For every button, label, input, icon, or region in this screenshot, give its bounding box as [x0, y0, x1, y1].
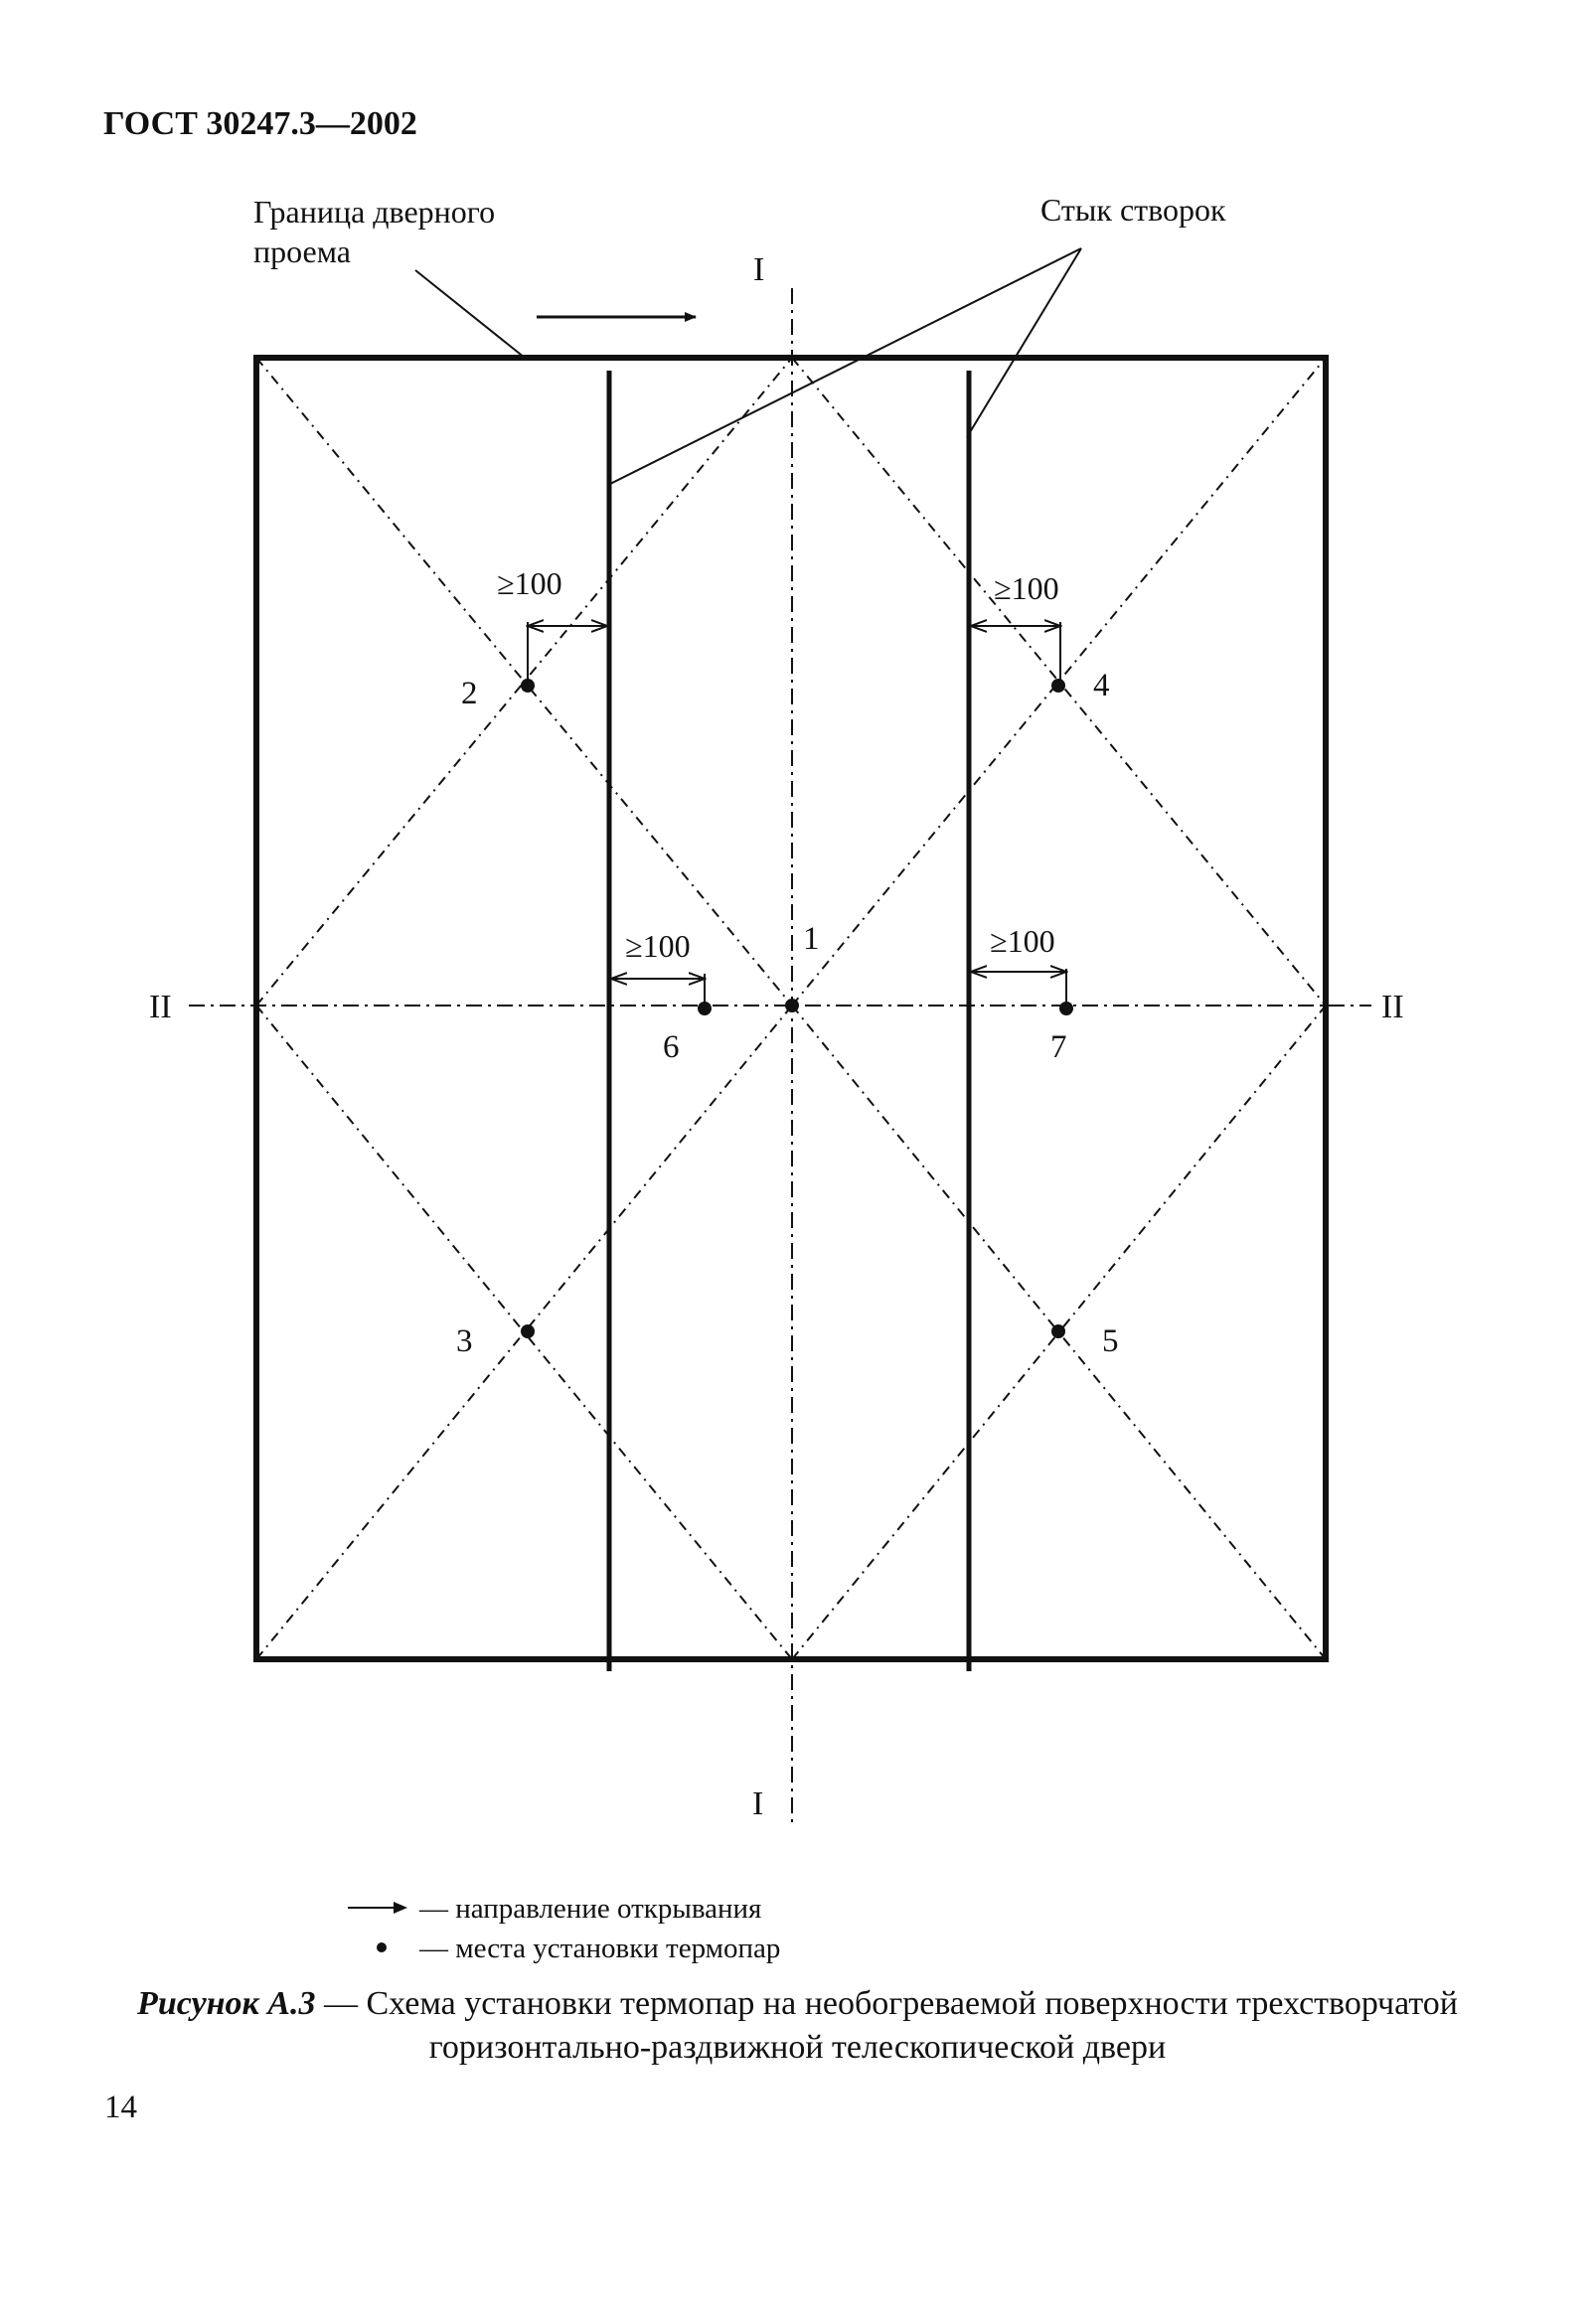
point-label-1: 1: [803, 921, 820, 957]
point-6: [698, 1002, 712, 1015]
page-number: 14: [104, 2090, 137, 2125]
legend-arrow-icon: [346, 1893, 419, 1926]
thermocouple-points: [521, 679, 1073, 1338]
point-label-5: 5: [1102, 1323, 1119, 1359]
point-4: [1051, 679, 1065, 693]
legend-dot-row: [346, 1933, 780, 1965]
point-3: [521, 1324, 535, 1338]
axis-label-horizontal-right: II: [1381, 989, 1404, 1025]
legend-arrow-text: — направление открывания: [419, 1893, 762, 1925]
dim-label-mid-right: ≥100: [990, 923, 1055, 959]
dim-label-top-right: ≥100: [994, 570, 1059, 606]
document-header: ГОСТ 30247.3—2002: [103, 105, 417, 142]
dim-label-mid-left: ≥100: [625, 928, 691, 964]
axis-label-horizontal-left: II: [149, 989, 172, 1025]
boundary-label-line2: проема: [253, 233, 351, 269]
point-label-6: 6: [663, 1029, 680, 1065]
dim-label-top-left: ≥100: [497, 565, 562, 601]
point-label-4: 4: [1093, 668, 1110, 703]
point-label-2: 2: [461, 676, 478, 711]
point-label-7: 7: [1050, 1029, 1067, 1065]
legend-dot-icon: [346, 1933, 419, 1965]
axis-label-vertical-bottom: I: [752, 1785, 764, 1822]
legend-dot-text: — места установки термопар: [419, 1933, 781, 1964]
point-5: [1051, 1324, 1065, 1338]
point-2: [521, 679, 535, 693]
point-7: [1059, 1002, 1073, 1015]
figure-caption: [104, 1982, 1491, 2070]
point-label-3: 3: [456, 1323, 473, 1359]
boundary-label-line1: Граница дверного: [253, 194, 496, 230]
axis-label-vertical-top: I: [753, 251, 765, 288]
label-leader-lines: [415, 248, 1081, 484]
leaf-junction-label: Стык створок: [1040, 192, 1226, 228]
figure-caption-text: — Схема установки термопар на необогреваемой поверхности трехстворчатой горизонтально-раздвижной телескопической двери: [315, 1985, 1458, 2066]
legend-arrow-row: [346, 1893, 761, 1926]
point-1: [785, 999, 799, 1012]
figure-label: Рисунок А.3: [137, 1985, 316, 2022]
